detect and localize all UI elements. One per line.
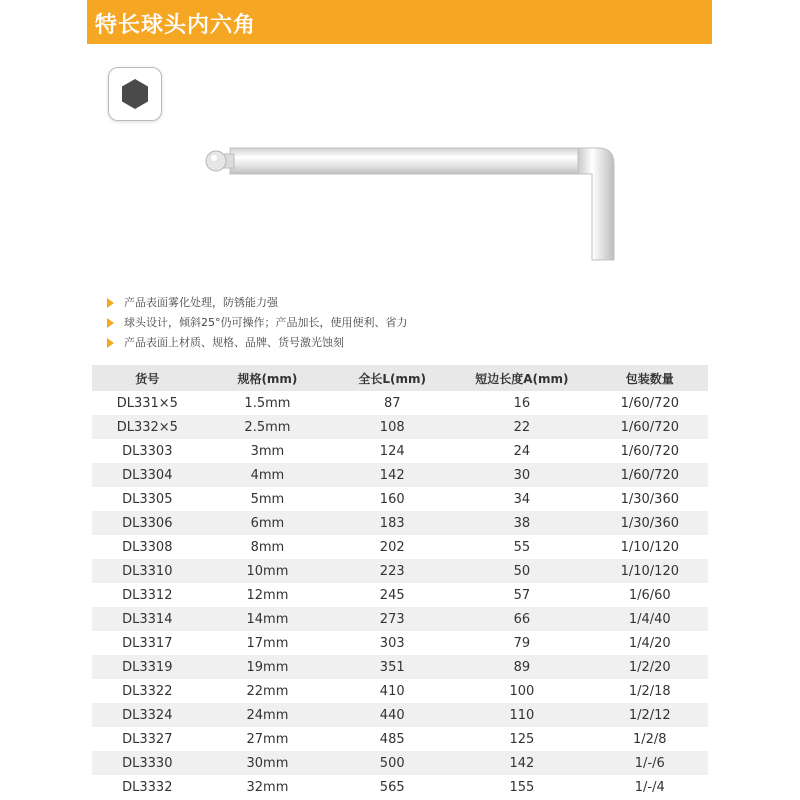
table-row: [92, 679, 708, 703]
table-cell: 16: [452, 391, 591, 415]
hexagon-icon: [109, 68, 161, 120]
table-row: [92, 583, 708, 607]
feature-list: [107, 293, 408, 353]
table-cell: DL3330: [92, 751, 203, 775]
table-row: [92, 559, 708, 583]
table-cell: 22mm: [203, 679, 333, 703]
table-cell: 142: [452, 751, 591, 775]
table-cell: 303: [332, 631, 452, 655]
table-cell: 27mm: [203, 727, 333, 751]
table-cell: 3mm: [203, 439, 333, 463]
table-cell: 410: [332, 679, 452, 703]
table-cell: 1/60/720: [592, 439, 708, 463]
table-cell: 1/10/120: [592, 559, 708, 583]
table-cell: DL3332: [92, 775, 203, 799]
bullet-icon: [107, 338, 114, 348]
table-row: [92, 751, 708, 775]
table-cell: 79: [452, 631, 591, 655]
spec-table: [92, 365, 708, 799]
page-title: 特长球头内六角: [95, 13, 257, 38]
table-cell: 1/2/20: [592, 655, 708, 679]
feature-item: [107, 333, 408, 353]
table-row: [92, 415, 708, 439]
table-cell: 8mm: [203, 535, 333, 559]
table-row: [92, 631, 708, 655]
table-cell: 125: [452, 727, 591, 751]
table-cell: DL3324: [92, 703, 203, 727]
column-header: 短边长度A(mm): [452, 365, 591, 391]
table-cell: 1/4/20: [592, 631, 708, 655]
table-cell: 1.5mm: [203, 391, 333, 415]
table-cell: 202: [332, 535, 452, 559]
table-cell: 4mm: [203, 463, 333, 487]
table-cell: 155: [452, 775, 591, 799]
table-cell: DL3306: [92, 511, 203, 535]
feature-text: 球头设计，倾斜25°仍可操作；产品加长，使用便利、省力: [124, 316, 408, 329]
table-cell: 110: [452, 703, 591, 727]
table-cell: DL332×5: [92, 415, 203, 439]
table-row: [92, 607, 708, 631]
table-cell: DL3312: [92, 583, 203, 607]
table-cell: 1/-/4: [592, 775, 708, 799]
table-cell: 30mm: [203, 751, 333, 775]
table-cell: 1/4/40: [592, 607, 708, 631]
feature-item: [107, 313, 408, 333]
table-cell: 1/6/60: [592, 583, 708, 607]
table-row: [92, 391, 708, 415]
table-cell: 1/2/12: [592, 703, 708, 727]
table-row: [92, 655, 708, 679]
table-cell: DL3327: [92, 727, 203, 751]
table-cell: 24mm: [203, 703, 333, 727]
table-cell: 100: [452, 679, 591, 703]
table-cell: 34: [452, 487, 591, 511]
table-cell: 1/10/120: [592, 535, 708, 559]
table-cell: 32mm: [203, 775, 333, 799]
table-cell: DL331×5: [92, 391, 203, 415]
bullet-icon: [107, 298, 114, 308]
table-cell: 24: [452, 439, 591, 463]
table-row: [92, 727, 708, 751]
table-cell: 57: [452, 583, 591, 607]
table-cell: DL3319: [92, 655, 203, 679]
table-row: [92, 487, 708, 511]
table-cell: 5mm: [203, 487, 333, 511]
table-row: [92, 535, 708, 559]
table-cell: DL3303: [92, 439, 203, 463]
table-cell: DL3308: [92, 535, 203, 559]
table-row: [92, 439, 708, 463]
table-cell: 160: [332, 487, 452, 511]
table-cell: 30: [452, 463, 591, 487]
table-cell: 19mm: [203, 655, 333, 679]
table-cell: 183: [332, 511, 452, 535]
table-cell: 50: [452, 559, 591, 583]
table-body: [92, 391, 708, 799]
column-header: 规格(mm): [203, 365, 333, 391]
bullet-icon: [107, 318, 114, 328]
table-cell: 351: [332, 655, 452, 679]
table-cell: DL3317: [92, 631, 203, 655]
table-cell: 87: [332, 391, 452, 415]
table-cell: 124: [332, 439, 452, 463]
table-cell: 12mm: [203, 583, 333, 607]
table-cell: 10mm: [203, 559, 333, 583]
table-cell: 1/2/18: [592, 679, 708, 703]
table-cell: 485: [332, 727, 452, 751]
column-header: 包装数量: [592, 365, 708, 391]
table-cell: 1/30/360: [592, 511, 708, 535]
table-cell: 1/60/720: [592, 415, 708, 439]
table-row: [92, 775, 708, 799]
table-cell: 223: [332, 559, 452, 583]
table-cell: 1/60/720: [592, 391, 708, 415]
table-cell: 38: [452, 511, 591, 535]
table-cell: 6mm: [203, 511, 333, 535]
hex-badge: [108, 67, 162, 121]
table-row: [92, 703, 708, 727]
table-cell: 1/60/720: [592, 463, 708, 487]
table-cell: DL3305: [92, 487, 203, 511]
table-cell: DL3314: [92, 607, 203, 631]
table-header-row: [92, 365, 708, 391]
table-cell: 1/-/6: [592, 751, 708, 775]
table-cell: 565: [332, 775, 452, 799]
table-cell: 1/30/360: [592, 487, 708, 511]
table-cell: 1/2/8: [592, 727, 708, 751]
table-cell: 273: [332, 607, 452, 631]
table-cell: 245: [332, 583, 452, 607]
table-cell: DL3310: [92, 559, 203, 583]
feature-text: 产品表面上材质、规格、品牌、货号激光蚀刻: [124, 336, 344, 349]
table-cell: 142: [332, 463, 452, 487]
column-header: 货号: [92, 365, 203, 391]
column-header: 全长L(mm): [332, 365, 452, 391]
table-cell: 22: [452, 415, 591, 439]
table-cell: 66: [452, 607, 591, 631]
feature-text: 产品表面雾化处理，防锈能力强: [124, 296, 278, 309]
table-cell: 89: [452, 655, 591, 679]
table-cell: 14mm: [203, 607, 333, 631]
table-cell: 500: [332, 751, 452, 775]
table-cell: 108: [332, 415, 452, 439]
table-cell: DL3322: [92, 679, 203, 703]
table-cell: DL3304: [92, 463, 203, 487]
table-cell: 2.5mm: [203, 415, 333, 439]
table-cell: 55: [452, 535, 591, 559]
feature-item: [107, 293, 408, 313]
table-row: [92, 511, 708, 535]
table-row: [92, 463, 708, 487]
ball-end-hex-key-image: [200, 140, 620, 265]
table-cell: 17mm: [203, 631, 333, 655]
table-cell: 440: [332, 703, 452, 727]
